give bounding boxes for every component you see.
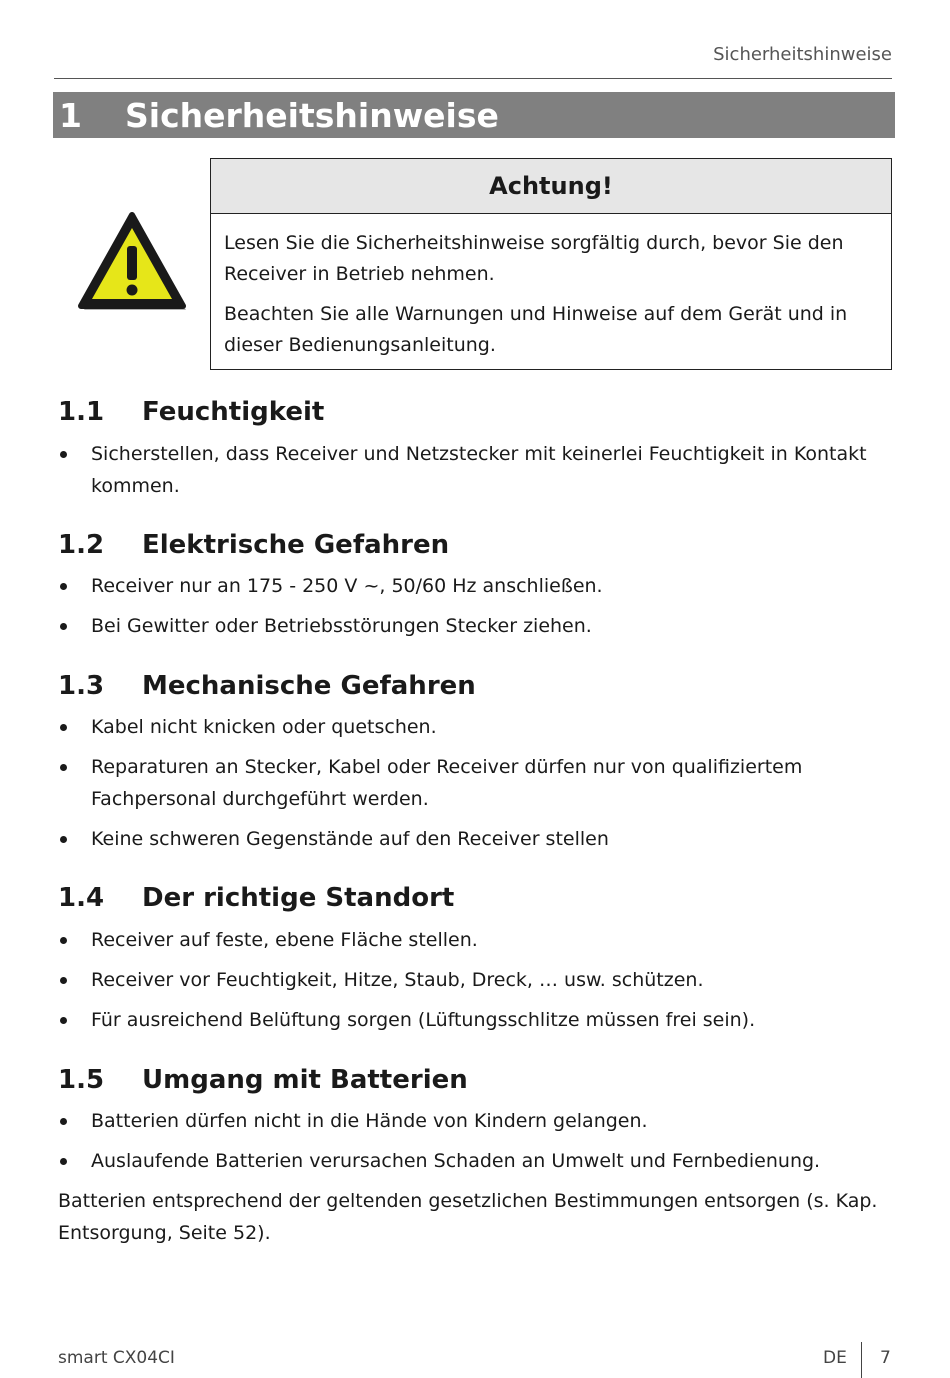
attention-paragraph: Lesen Sie die Sicherheitshinweise sorgfältig durch, bevor Sie den Receiver in Betrieb nehmen.: [224, 232, 844, 285]
warning-exclamation-bar: [127, 246, 137, 280]
section-heading: [58, 529, 449, 561]
bullet-dot: [60, 583, 67, 590]
section-number: 1.4: [58, 883, 105, 913]
list-item-text: Kabel nicht knicken oder quetschen.: [91, 716, 437, 738]
bullet-dot: [60, 836, 67, 843]
section-title: Feuchtigkeit: [142, 397, 325, 427]
section-heading: [58, 670, 476, 702]
bullet-dot: [60, 1017, 67, 1024]
list-item-text: Keine schweren Gegenstände auf den Receiver stellen: [91, 828, 609, 850]
section-title: Elektrische Gefahren: [142, 530, 450, 560]
section-number: 1.2: [58, 530, 105, 560]
battery-disposal-note: Batterien entsprechend der geltenden gesetzlichen Bestimmungen entsorgen (s. Kap. Entsorgung, Seite 52).: [58, 1190, 878, 1244]
bullet-list: [58, 1105, 890, 1185]
section-title: Der richtige Standort: [142, 883, 455, 913]
list-item-text: Bei Gewitter oder Betriebsstörungen Stecker ziehen.: [91, 615, 592, 637]
warning-exclamation-dot: [127, 285, 138, 296]
list-item-text: Sicherstellen, dass Receiver und Netzstecker mit keinerlei Feuchtigkeit in Kontakt kommen.: [91, 443, 867, 497]
chapter-title: Sicherheitshinweise: [125, 96, 499, 135]
list-item-text: Receiver auf feste, ebene Fläche stellen.: [91, 929, 478, 951]
chapter-heading: [53, 92, 895, 138]
list-item: [58, 438, 890, 502]
bullet-list: [58, 570, 890, 650]
bullet-dot: [60, 623, 67, 630]
attention-title: Achtung!: [211, 159, 891, 214]
section-heading: [58, 396, 324, 428]
section-title: Umgang mit Batterien: [142, 1065, 468, 1095]
bullet-dot: [60, 724, 67, 731]
list-item: [58, 1105, 890, 1137]
section-number: 1.5: [58, 1065, 105, 1095]
section-title: Mechanische Gefahren: [142, 671, 476, 701]
list-item: [58, 570, 890, 602]
footer-language: DE: [823, 1348, 847, 1368]
section-number: 1.3: [58, 671, 105, 701]
attention-paragraph: Beachten Sie alle Warnungen und Hinweise auf dem Gerät und in dieser Bedienungsanleitung.: [224, 303, 848, 356]
list-item-text: Für ausreichend Belüftung sorgen (Lüftungsschlitze müssen frei sein).: [91, 1009, 756, 1031]
bullet-dot: [60, 1158, 67, 1165]
bullet-list: [58, 924, 890, 1044]
bullet-dot: [60, 451, 67, 458]
page-number: 7: [880, 1348, 891, 1368]
list-item-text: Batterien dürfen nicht in die Hände von Kindern gelangen.: [91, 1110, 648, 1132]
attention-body: [211, 214, 891, 361]
footer-divider: [861, 1342, 862, 1378]
section-heading: [58, 1064, 468, 1096]
list-item: [58, 711, 890, 743]
bullet-dot: [60, 977, 67, 984]
running-header: Sicherheitshinweise: [713, 44, 892, 65]
list-item: [58, 964, 890, 996]
footer-model: smart CX04CI: [58, 1348, 175, 1368]
bullet-list: [58, 438, 890, 510]
list-item-text: Receiver nur an 175 - 250 V ~, 50/60 Hz anschließen.: [91, 575, 603, 597]
chapter-number: 1: [59, 96, 82, 135]
list-item: [58, 1145, 890, 1177]
bullet-dot: [60, 937, 67, 944]
bullet-list: [58, 711, 890, 863]
warning-triangle-icon: [76, 212, 188, 314]
list-item-text: Receiver vor Feuchtigkeit, Hitze, Staub, Dreck, … usw. schützen.: [91, 969, 704, 991]
bullet-dot: [60, 764, 67, 771]
list-item: [58, 610, 890, 642]
list-item: [58, 1004, 890, 1036]
list-item: [58, 823, 890, 855]
header-rule: [54, 78, 892, 79]
attention-box: [210, 158, 892, 370]
list-item: [58, 751, 890, 815]
section-number: 1.1: [58, 397, 105, 427]
list-item: [58, 924, 890, 956]
list-item-text: Auslaufende Batterien verursachen Schaden an Umwelt und Fernbedienung.: [91, 1150, 821, 1172]
bullet-dot: [60, 1118, 67, 1125]
list-item-text: Reparaturen an Stecker, Kabel oder Receiver dürfen nur von qualifiziertem Fachpersonal durchgeführt werden.: [91, 756, 803, 810]
section-heading: [58, 882, 454, 914]
